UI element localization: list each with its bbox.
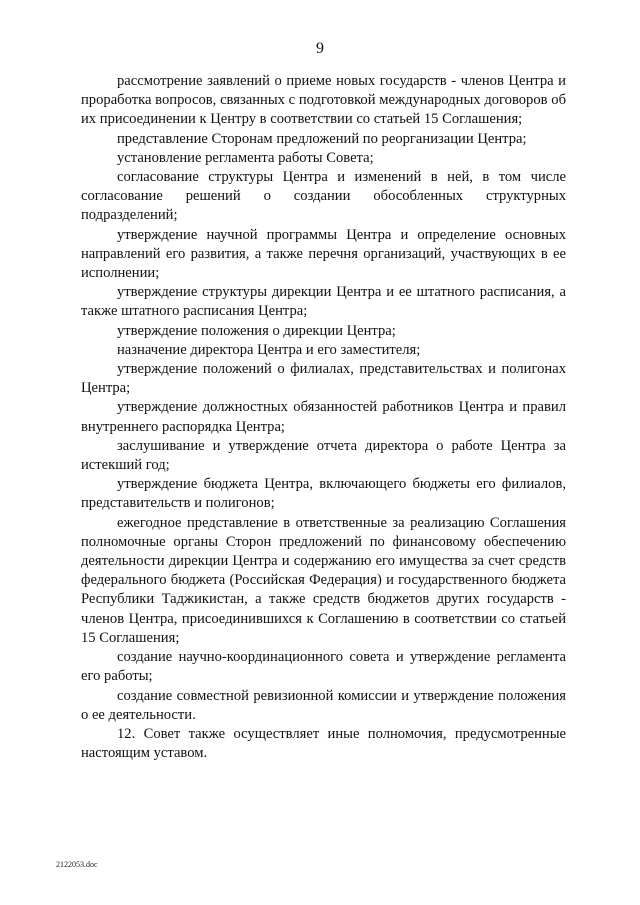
page-number: 9 <box>316 40 324 57</box>
paragraph: согласование структуры Центра и изменений в ней, в том числе согласование решений о создании обособленных структурных подразделений; <box>81 169 566 224</box>
paragraph: установление регламента работы Совета; <box>117 149 374 166</box>
document-body <box>81 72 566 763</box>
paragraph: утверждение структуры дирекции Центра и ее штатного расписания, а также штатного расписания Центра; <box>81 284 566 320</box>
paragraph: утверждение положения о дирекции Центра; <box>117 322 396 339</box>
paragraph: создание совместной ревизионной комиссии и утверждение положения о ее деятельности. <box>81 687 566 723</box>
paragraph: утверждение бюджета Центра, включающего бюджеты его филиалов, представительств и полигонов; <box>81 476 566 512</box>
paragraph: утверждение должностных обязанностей работников Центра и правил внутреннего распорядка Центра; <box>81 399 566 435</box>
footer-filename: 2122053.doc <box>56 860 98 869</box>
paragraph: 12. Совет также осуществляет иные полномочия, предусмотренные настоящим уставом. <box>81 725 566 762</box>
paragraph: утверждение положений о филиалах, представительствах и полигонах Центра; <box>81 361 566 397</box>
paragraph: назначение директора Центра и его заместителя; <box>117 341 421 358</box>
paragraph: ежегодное представление в ответственные за реализацию Соглашения полномочные органы Сторон предложений по финансовому обеспечению деятельности дирекции Центра и содержанию его имущества за счет средств федерального бюджета (Российская Федерация) и государственного бюджета Республики Таджикистан, а также средств бюджетов других государств - членов Центра, присоединившихся к Соглашению в соответствии со статьей 15 Соглашения; <box>81 514 566 646</box>
paragraph: представление Сторонам предложений по реорганизации Центра; <box>117 130 527 147</box>
paragraph: заслушивание и утверждение отчета директора о работе Центра за истекший год; <box>81 437 566 474</box>
paragraph: рассмотрение заявлений о приеме новых государств - членов Центра и проработка вопросов, связанных с подготовкой международных договоров об их присоединении к Центру в соответствии со статьей 15 Соглашения; <box>81 73 566 128</box>
paragraph: создание научно-координационного совета и утверждение регламента его работы; <box>81 649 566 685</box>
paragraph: утверждение научной программы Центра и определение основных направлений его развития, а также перечня организаций, участвующих в ее исполнении; <box>81 226 566 282</box>
